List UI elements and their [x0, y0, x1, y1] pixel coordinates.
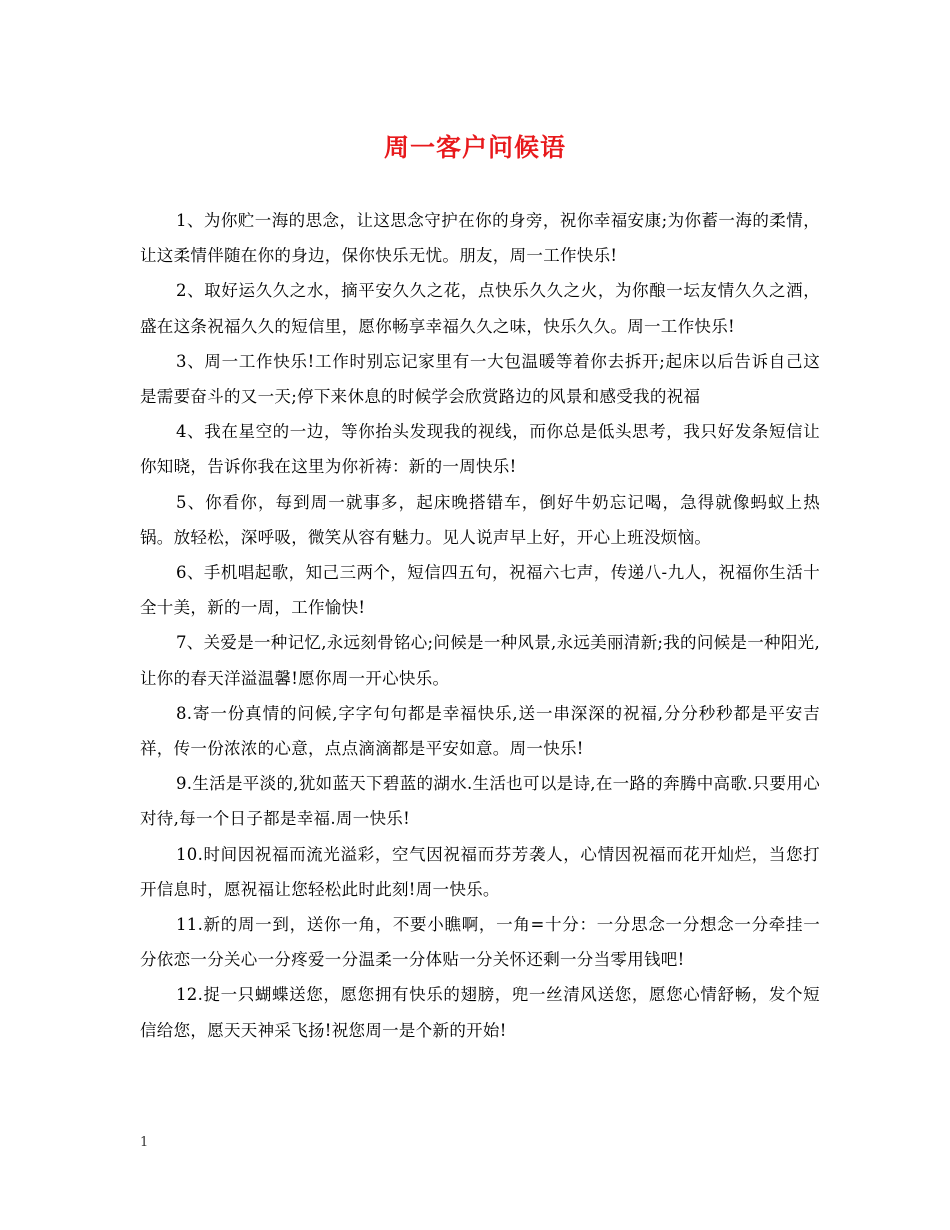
paragraph-10: 10.时间因祝福而流光溢彩，空气因祝福而芬芳袭人，心情因祝福而花开灿烂，当您打开信息时，愿祝福让您轻松此时此刻!周一快乐。: [140, 844, 820, 899]
paragraph-3: 3、周一工作快乐!工作时别忘记家里有一大包温暖等着你去拆开;起床以后告诉自己这是需要奋斗的又一天;停下来休息的时候学会欣赏路边的风景和感受我的祝福: [140, 351, 820, 407]
paragraph-12: 12.捉一只蝴蝶送您，愿您拥有快乐的翅膀，兜一丝清风送您，愿您心情舒畅，发个短信给您，愿天天神采飞扬!祝您周一是个新的开始!: [140, 985, 820, 1040]
paragraph-7: 7、关爱是一种记忆,永远刻骨铭心;问候是一种风景,永远美丽清新;我的问候是一种阳光,让你的春天洋溢温馨!愿你周一开心快乐。: [140, 633, 820, 688]
paragraph-6: 6、手机唱起歌，知己三两个，短信四五句，祝福六七声，传递八-九人，祝福你生活十全十美，新的一周，工作愉快!: [140, 563, 820, 618]
paragraph-1: 1、为你贮一海的思念，让这思念守护在你的身旁，祝你幸福安康;为你蓄一海的柔情，让这柔情伴随在你的身边，保你快乐无忧。朋友，周一工作快乐!: [140, 211, 820, 266]
document-title: 周一客户问候语: [383, 133, 566, 162]
paragraph-4: 4、我在星空的一边，等你抬头发现我的视线，而你总是低头思考，我只好发条短信让你知晓，告诉你我在这里为你祈祷：新的一周快乐!: [140, 422, 820, 477]
page-number: 1: [140, 1135, 149, 1150]
paragraph-8: 8.寄一份真情的问候,字字句句都是幸福快乐,送一串深深的祝福,分分秒秒都是平安吉祥，传一份浓浓的心意，点点滴滴都是平安如意。周一快乐!: [140, 703, 820, 759]
paragraph-9: 9.生活是平淡的,犹如蓝天下碧蓝的湖水.生活也可以是诗,在一路的奔腾中高歌.只要用心对待,每一个日子都是幸福.周一快乐!: [140, 774, 820, 829]
paragraph-5: 5、你看你，每到周一就事多，起床晚搭错车，倒好牛奶忘记喝，急得就像蚂蚁上热锅。放轻松，深呼吸，微笑从容有魅力。见人说声早上好，开心上班没烦恼。: [140, 492, 820, 547]
paragraph-2: 2、取好运久久之水，摘平安久久之花，点快乐久久之火，为你酿一坛友情久久之酒，盛在这条祝福久久的短信里，愿你畅享幸福久久之味，快乐久久。周一工作快乐!: [140, 281, 820, 336]
document-body: [140, 203, 820, 1048]
paragraph-11: 11.新的周一到，送你一角，不要小瞧啊，一角=十分：一分思念一分想念一分牵挂一分依恋一分关心一分疼爱一分温柔一分体贴一分关怀还剩一分当零用钱吧!: [140, 915, 820, 970]
